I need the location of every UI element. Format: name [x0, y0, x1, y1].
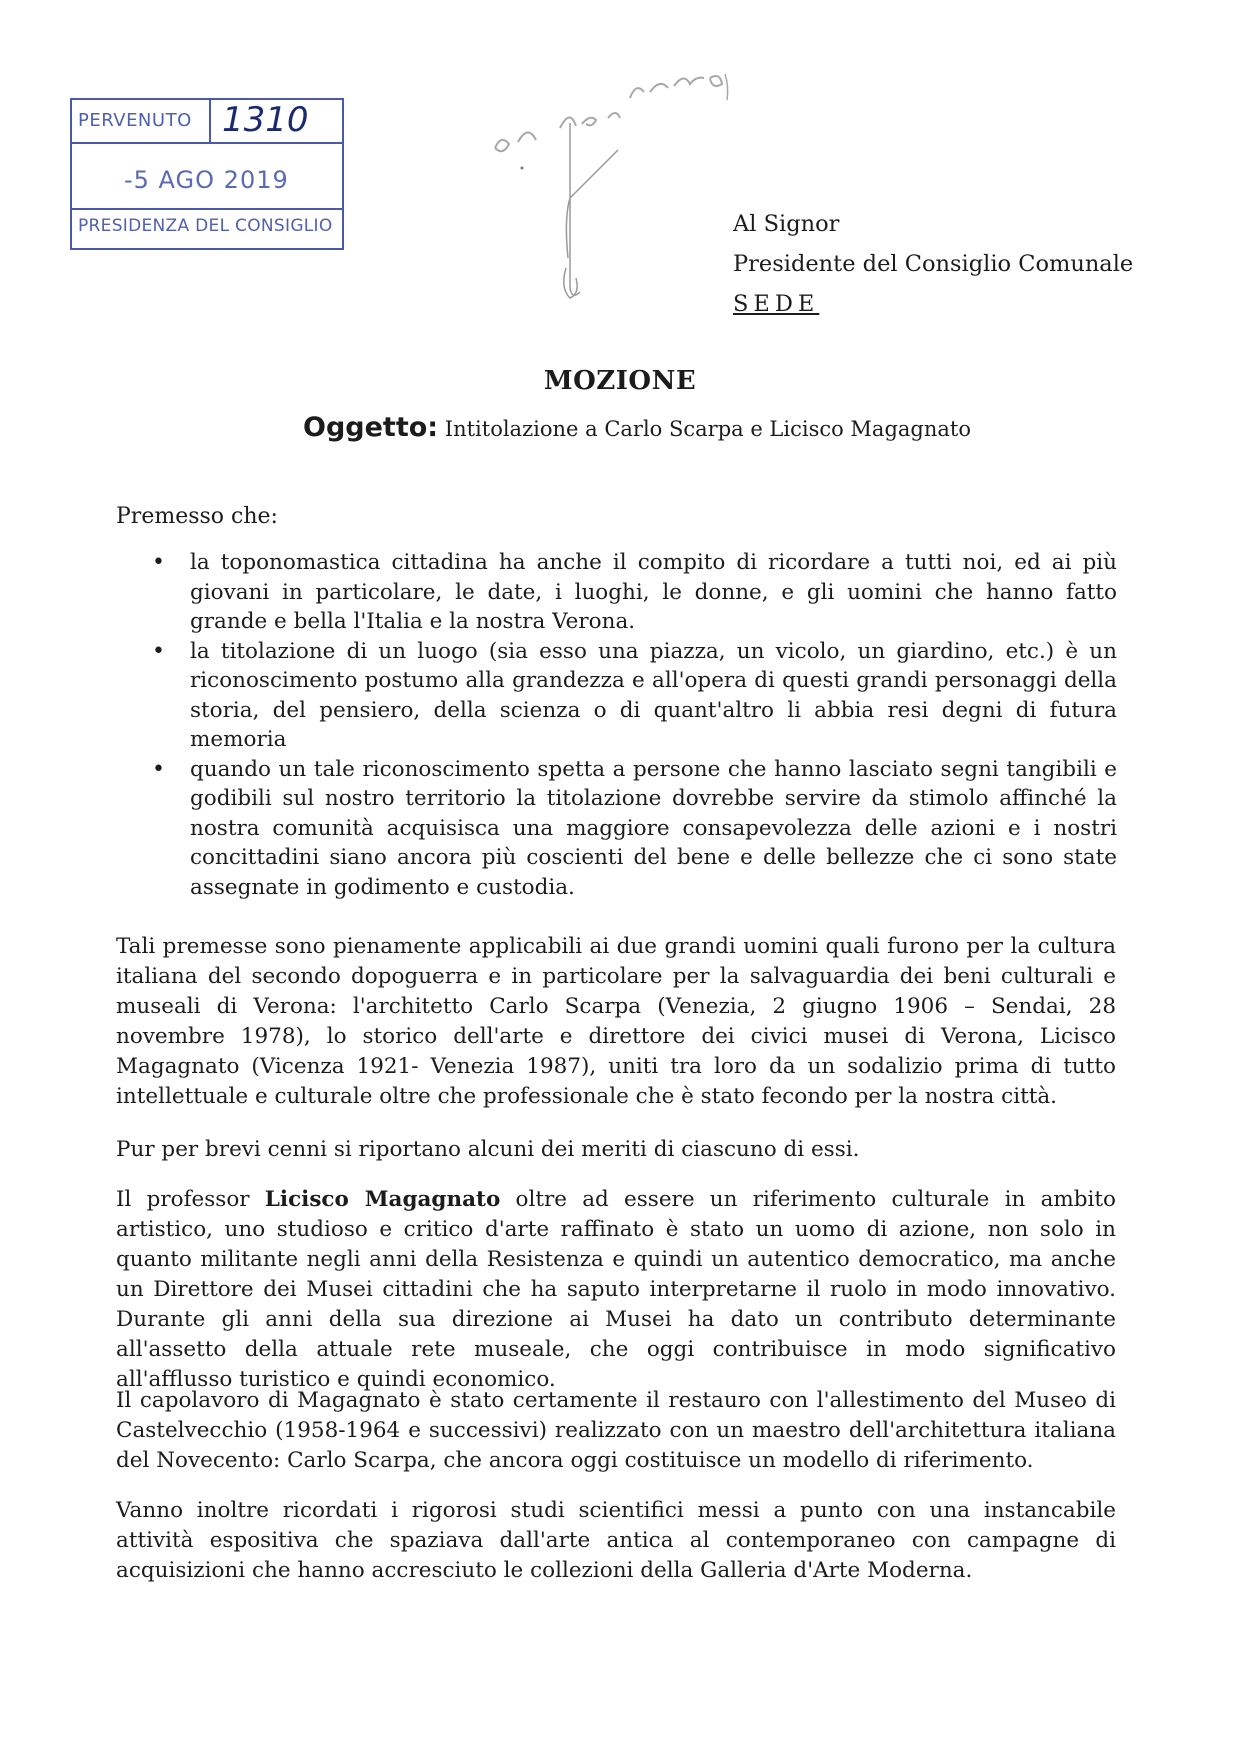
premise-list — [190, 548, 1117, 902]
addressee-block — [733, 204, 1133, 324]
subject-text: Intitolazione a Carlo Scarpa e Licisco Magagnato — [444, 417, 971, 441]
list-item: • la titolazione di un luogo (sia esso una piazza, un vicolo, un giardino, etc.) è un riconoscimento postumo alla grandezza e all'opera di questi grandi personaggi della storia, del pensiero, della scienza o di quant'altro li abbia resi degni di futura memoria — [190, 637, 1117, 755]
subject-label: Oggetto: — [303, 412, 439, 443]
body-paragraph: Tali premesse sono pienamente applicabili ai due grandi uomini quali furono per la cultura italiana del secondo dopoguerra e in particolare per la salvaguardia dei beni culturali e museali di Verona: l'architetto Carlo Scarpa (Venezia, 2 giugno 1906 – Sendai, 28 novembre 1978), lo storico dell'arte e direttore dei civici musei di Verona, Licisco Magagnato (Vicenza 1921- Venezia 1987), uniti tra loro da un sodalizio prima di tutto intellettuale e culturale oltre che professionale che è stato fecondo per la nostra città. — [116, 934, 1116, 1109]
body-paragraph: Pur per brevi cenni si riportano alcuni dei meriti di ciascuno di essi. — [116, 1137, 860, 1162]
paragraph-text: oltre ad essere un riferimento culturale in ambito artistico, uno studioso e critico d'arte raffinato è stato un uomo di azione, non solo in quanto militante negli anni della Resistenza e quindi un autentico democratico, ma anche un Direttore dei Musei cittadini che ha saputo interpretarne il ruolo in modo innovativo. Durante gli anni della sua direzione ai Musei ha dato un contributo determinante all'assetto della attuale rete museale, che oggi contribuisce in modo significativo all'afflusso turistico e quindi economico. — [116, 1187, 1116, 1392]
stamp-divider — [209, 100, 211, 142]
stamp-received-label: PERVENUTO — [78, 110, 192, 131]
person-name-bold: Licisco Magagnato — [264, 1187, 501, 1212]
addressee-location: SEDE — [733, 291, 820, 317]
addressee-role: Presidente del Consiglio Comunale — [733, 251, 1134, 277]
document-title: MOZIONE — [543, 366, 697, 396]
stamp-date: -5 AGO 2019 — [124, 166, 289, 194]
addressee-salutation: Al Signor — [733, 211, 840, 237]
stamp-office: PRESIDENZA DEL CONSIGLIO — [78, 216, 333, 236]
body-paragraph: Il capolavoro di Magagnato è stato certamente il restauro con l'allestimento del Museo di Castelvecchio (1958-1964 e successivi) realizzato con un maestro dell'architettura italiana del Novecento: Carlo Scarpa, che ancora oggi costituisce un modello di riferimento. — [116, 1388, 1116, 1473]
stamp-protocol-number: 1310 — [222, 100, 309, 140]
list-item: • la toponomastica cittadina ha anche il compito di ricordare a tutti noi, ed ai più giovani in particolare, le date, i luoghi, le donne, e gli uomini che hanno fatto grande e bella l'Italia e la nostra Verona. — [190, 548, 1117, 637]
list-item: • quando un tale riconoscimento spetta a persone che hanno lasciato segni tangibili e godibili sul nostro territorio la titolazione dovrebbe servire da stimolo affinché la nostra comunità acquisisca una maggiore consapevolezza delle azioni e i nostri concittadini siano ancora più coscienti del bene e delle bellezze che ci sono state assegnate in godimento e custodia. — [190, 755, 1117, 903]
premise-intro: Premesso che: — [116, 504, 278, 529]
paragraph-text: Il professor — [116, 1187, 265, 1212]
document-subject — [303, 412, 971, 443]
body-paragraph-magagnato — [116, 1185, 1116, 1395]
received-stamp — [70, 98, 344, 250]
body-paragraph: Vanno inoltre ricordati i rigorosi studi scientifici messi a punto con una instancabile attività espositiva che spaziava dall'arte antica al contemporaneo con campagne di acquisizioni che hanno accresciuto le collezioni della Galleria d'Arte Moderna. — [116, 1498, 1116, 1583]
